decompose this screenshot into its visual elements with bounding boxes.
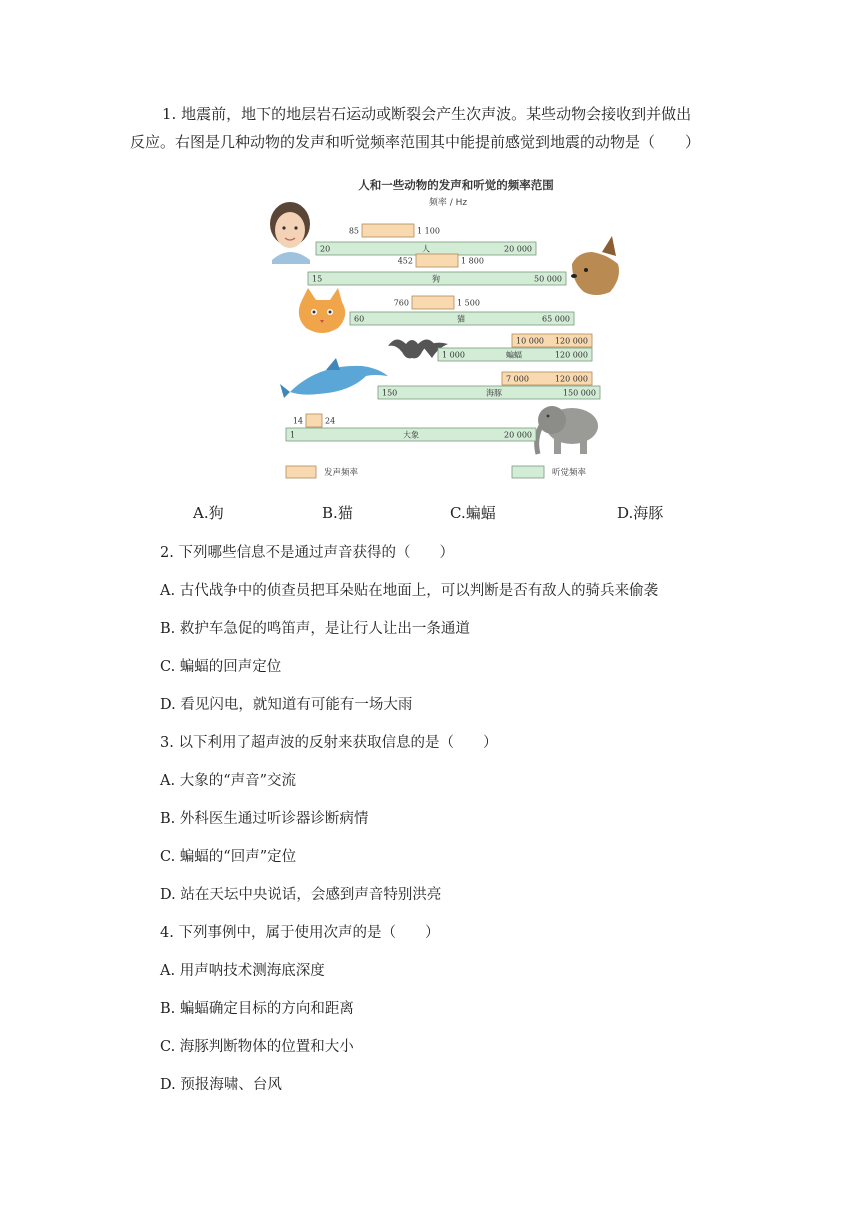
question-4-option-d[interactable]: D. 预报海啸、台风 — [160, 1077, 282, 1093]
question-3-option-b[interactable]: B. 外科医生通过听诊器诊断病情 — [160, 811, 369, 827]
hear-max-label-5: 20 000 — [504, 430, 532, 440]
emit-min-label-2: 760 — [393, 298, 409, 308]
question-2-stem: 2. 下列哪些信息不是通过声音获得的（ ） — [160, 545, 454, 561]
question-2-option-c[interactable]: C. 蝙蝠的回声定位 — [160, 659, 282, 675]
hear-min-label-1: 15 — [312, 274, 323, 284]
question-1-option-b[interactable]: B.猫 — [322, 504, 353, 522]
question-1-options — [0, 502, 860, 526]
animal-name-label-5: 大象 — [403, 430, 419, 440]
question-1-option-d[interactable]: D.海豚 — [617, 504, 664, 522]
animal-name-label-3: 蝙蝠 — [506, 350, 522, 360]
emit-max-label-2: 1 500 — [457, 298, 480, 308]
legend-hear-swatch — [512, 466, 544, 478]
chart-unit-label: 频率 / Hz — [428, 198, 468, 208]
hear-max-label-2: 65 000 — [542, 314, 570, 324]
question-4-option-c[interactable]: C. 海豚判断物体的位置和大小 — [160, 1039, 354, 1055]
elephant-illustration-icon — [537, 406, 598, 454]
hear-min-label-4: 150 — [382, 388, 398, 398]
question-1-stem — [130, 100, 730, 156]
emit-max-label-4: 120 000 — [554, 374, 588, 384]
question-1-line-1: 1. 地震前，地下的地层岩石运动或断裂会产生次声波。某些动物会接收到并做出 — [162, 105, 692, 123]
chart-title: 人和一些动物的发声和听觉的频率范围 — [358, 178, 554, 192]
animal-name-label-2: 猫 — [457, 314, 465, 324]
emit-min-label-4: 7 000 — [506, 374, 529, 384]
hear-max-label-1: 50 000 — [534, 274, 562, 284]
hear-max-label-0: 20 000 — [504, 244, 532, 254]
hear-max-label-4: 150 000 — [562, 388, 596, 398]
emit-max-label-0: 1 100 — [417, 226, 440, 236]
person-illustration-icon — [270, 202, 310, 264]
emit-bar-0 — [362, 224, 414, 237]
dolphin-illustration-icon — [280, 358, 388, 398]
animal-name-label-4: 海豚 — [486, 388, 502, 398]
emit-min-label-0: 85 — [348, 226, 359, 236]
question-3-option-d[interactable]: D. 站在天坛中央说话，会感到声音特别洪亮 — [160, 887, 442, 903]
question-3-stem: 3. 以下利用了超声波的反射来获取信息的是（ ） — [160, 735, 498, 751]
dog-illustration-icon — [571, 236, 619, 295]
cat-illustration-icon — [299, 288, 345, 333]
question-1-option-c[interactable]: C.蝙蝠 — [450, 504, 496, 522]
question-2-option-a[interactable]: A. 古代战争中的侦查员把耳朵贴在地面上，可以判断是否有敌人的骑兵来偷袭 — [160, 583, 659, 599]
question-4-option-a[interactable]: A. 用声呐技术测海底深度 — [160, 963, 325, 979]
question-2-option-b[interactable]: B. 救护车急促的鸣笛声，是让行人让出一条通道 — [160, 621, 470, 637]
hear-max-label-3: 120 000 — [554, 350, 588, 360]
hear-min-label-0: 20 — [320, 244, 331, 254]
emit-bar-2 — [412, 296, 454, 309]
emit-max-label-1: 1 800 — [461, 256, 484, 266]
question-4-option-b[interactable]: B. 蝙蝠确定目标的方向和距离 — [160, 1001, 354, 1017]
question-1-line-2: 反应。右图是几种动物的发声和听觉频率范围其中能提前感觉到地震的动物是（ ） — [130, 133, 701, 151]
hear-min-label-3: 1 000 — [442, 350, 465, 360]
hear-min-label-2: 60 — [354, 314, 365, 324]
animal-name-label-1: 狗 — [432, 274, 440, 284]
emit-max-label-3: 120 000 — [554, 336, 588, 346]
emit-min-label-5: 14 — [292, 416, 303, 426]
emit-bar-5 — [306, 414, 322, 427]
legend-emit-swatch — [286, 466, 316, 478]
emit-min-label-1: 452 — [397, 256, 413, 266]
hear-min-label-5: 1 — [290, 430, 296, 440]
legend-emit-label: 发声频率 — [324, 468, 359, 478]
emit-min-label-3: 10 000 — [516, 336, 544, 346]
animal-name-label-0: 人 — [422, 244, 430, 254]
legend-hear-label: 听觉频率 — [552, 468, 587, 478]
frequency-range-chart — [266, 168, 626, 488]
question-1-option-a[interactable]: A.狗 — [193, 504, 224, 522]
question-3-option-c[interactable]: C. 蝙蝠的“回声”定位 — [160, 849, 297, 865]
question-2-option-d[interactable]: D. 看见闪电，就知道有可能有一场大雨 — [160, 697, 413, 713]
question-3-option-a[interactable]: A. 大象的“声音”交流 — [160, 773, 297, 789]
emit-max-label-5: 24 — [325, 416, 336, 426]
emit-bar-1 — [416, 254, 458, 267]
question-4-stem: 4. 下列事例中，属于使用次声的是（ ） — [160, 925, 440, 941]
